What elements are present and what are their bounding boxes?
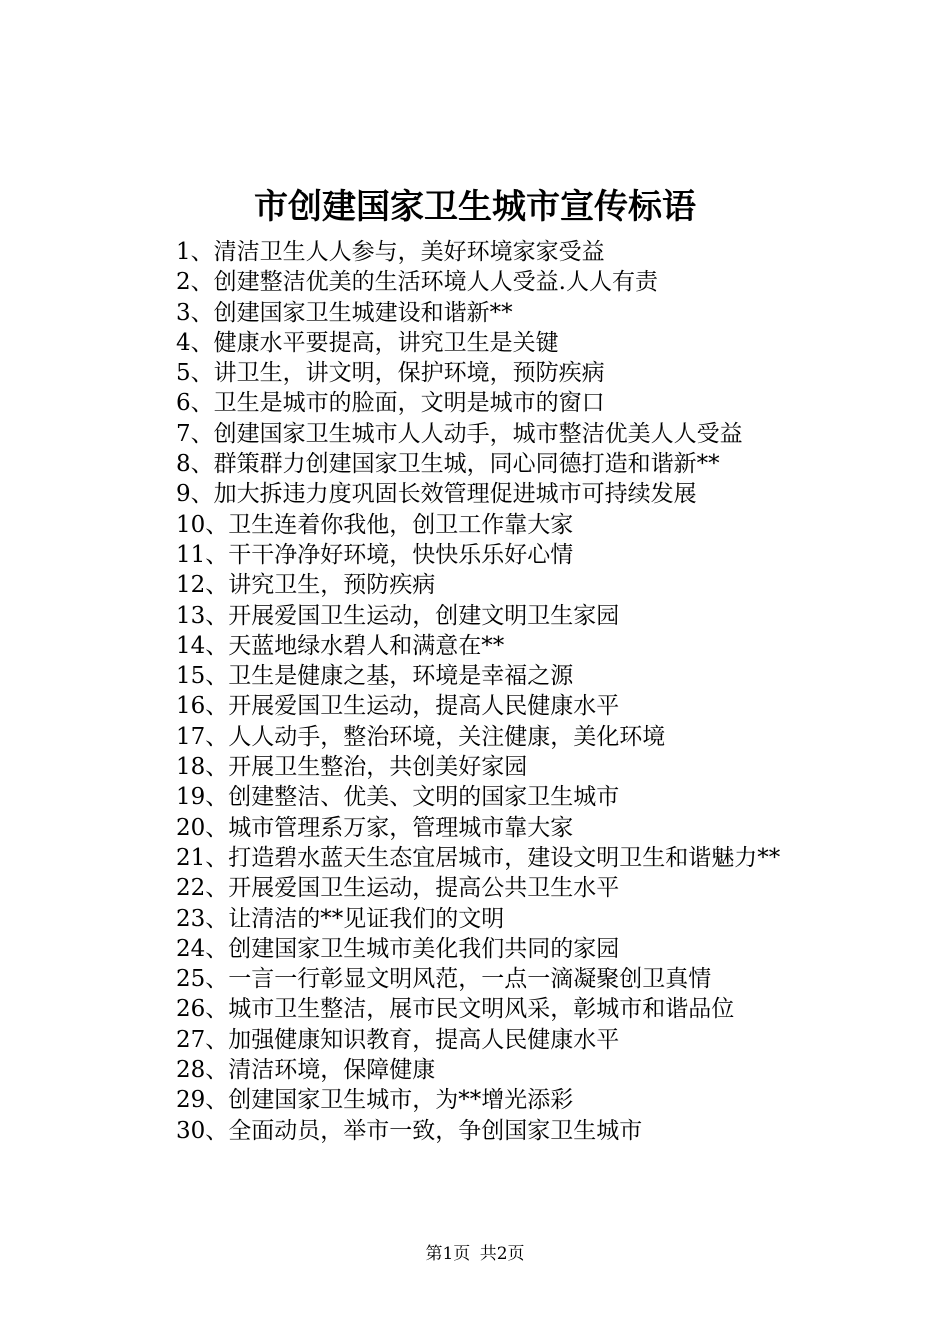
list-item: 13、开展爱国卫生运动，创建文明卫生家园 xyxy=(176,602,620,629)
page-total: 共2页 xyxy=(479,1244,525,1264)
list-item: 4、健康水平要提高，讲究卫生是关键 xyxy=(176,329,559,356)
list-item: 8、群策群力创建国家卫生城，同心同德打造和谐新** xyxy=(176,451,720,478)
list-item: 18、开展卫生整治，共创美好家园 xyxy=(176,754,528,781)
list-item: 2、创建整洁优美的生活环境人人受益.人人有责 xyxy=(176,269,658,296)
list-item: 11、干干净净好环境，快快乐乐好心情 xyxy=(176,541,574,568)
list-item: 20、城市管理系万家，管理城市靠大家 xyxy=(176,814,574,841)
list-item: 28、清洁环境，保障健康 xyxy=(176,1057,436,1084)
list-item: 22、开展爱国卫生运动，提高公共卫生水平 xyxy=(176,875,620,902)
list-item: 30、全面动员，举市一致，争创国家卫生城市 xyxy=(176,1117,643,1144)
list-item: 9、加大拆违力度巩固长效管理促进城市可持续发展 xyxy=(176,481,697,508)
list-item: 5、讲卫生，讲文明，保护环境，预防疾病 xyxy=(176,360,605,387)
list-item: 10、卫生连着你我他，创卫工作靠大家 xyxy=(176,511,574,538)
document-title: 市创建国家卫生城市宣传标语 xyxy=(254,187,696,227)
list-item: 29、创建国家卫生城市，为**增光添彩 xyxy=(176,1087,574,1114)
list-item: 7、创建国家卫生城市人人动手，城市整洁优美人人受益 xyxy=(176,420,743,447)
list-item: 14、天蓝地绿水碧人和满意在** xyxy=(176,632,505,659)
list-item: 27、加强健康知识教育，提高人民健康水平 xyxy=(176,1026,620,1053)
list-item: 6、卫生是城市的脸面，文明是城市的窗口 xyxy=(176,390,605,417)
list-item: 3、创建国家卫生城建设和谐新** xyxy=(176,299,513,326)
list-item: 15、卫生是健康之基，环境是幸福之源 xyxy=(176,663,574,690)
list-item: 21、打造碧水蓝天生态宜居城市，建设文明卫生和谐魅力** xyxy=(176,844,781,871)
list-item: 1、清洁卫生人人参与，美好环境家家受益 xyxy=(176,239,605,265)
list-item: 12、讲究卫生，预防疾病 xyxy=(176,572,436,599)
list-item: 16、开展爱国卫生运动，提高人民健康水平 xyxy=(176,693,620,720)
page-footer xyxy=(0,1243,950,1265)
slogan-list xyxy=(128,237,843,1146)
list-item: 23、让清洁的**见证我们的文明 xyxy=(176,905,505,932)
list-item: 17、人人动手，整治环境，关注健康，美化环境 xyxy=(176,723,666,750)
list-item: 26、城市卫生整洁，展市民文明风采，彰城市和谐品位 xyxy=(176,996,735,1023)
list-item: 25、一言一行彰显文明风范，一点一滴凝聚创卫真情 xyxy=(176,966,712,993)
list-item: 19、创建整洁、优美、文明的国家卫生城市 xyxy=(176,784,620,811)
page-number: 第1页 xyxy=(425,1244,471,1264)
list-item: 24、创建国家卫生城市美化我们共同的家园 xyxy=(176,935,620,962)
